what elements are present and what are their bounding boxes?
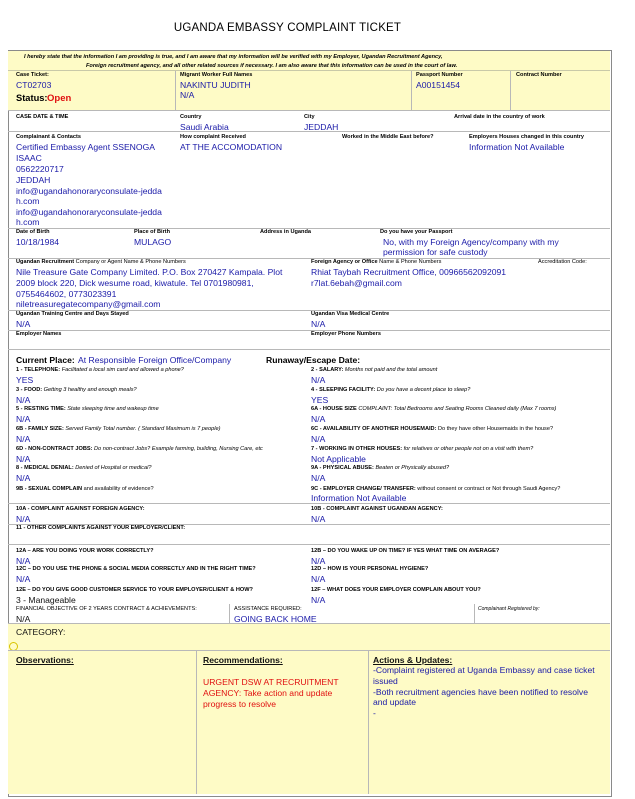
- actions-label: Actions & Updates:: [373, 655, 453, 665]
- question-employer-change-label: [311, 486, 560, 493]
- question-housemaid-label: [311, 426, 553, 433]
- question-other-houses-label: [311, 446, 533, 453]
- question-sexual-label: [16, 486, 154, 493]
- question-house-size-value: N/A: [311, 414, 326, 424]
- question-number: 6C - AVAILABILITY OF ANOTHER HOUSEMAID:: [311, 426, 437, 432]
- foreign-agency-label-bold: Foreign Agency or Office: [311, 259, 378, 265]
- divider: [474, 604, 475, 623]
- recommendation-line: AGENCY: Take action and update: [203, 688, 333, 698]
- question-sleeping-value: YES: [311, 395, 329, 405]
- question-food-label: [16, 387, 137, 394]
- question-12c-label: 12C – DO YOU USE THE PHONE & SOCIAL MEDIA CORRECTLY AND IN THE RIGHT TIME?: [16, 566, 256, 572]
- question-12b-label: 12B – DO YOU WAKE UP ON TIME? IF YES WHAT TIME ON AVERAGE?: [311, 548, 500, 554]
- runaway-date-label: Runaway/Escape Date:: [266, 355, 361, 365]
- question-number: 9B - SEXUAL COMPLAIN: [16, 486, 83, 492]
- complainant-line: 0562220717: [16, 164, 64, 174]
- divider: [510, 71, 511, 110]
- complainant-line: info@ugandahonoraryconsulate-jedda: [16, 207, 162, 217]
- foreign-agency-line: Rhiat Taybah Recruitment Office, 00966562092091: [311, 267, 507, 277]
- pob-label: Place of Birth: [134, 229, 171, 235]
- visa-medical-label: Ugandan Visa Medical Centre: [311, 311, 390, 317]
- contract-label: Contract Number: [516, 72, 562, 78]
- ugandan-agency-line: 2009 block 220, Dick wesume road, kiwatule. Tel 0701980981,: [16, 278, 254, 288]
- worker-name-value: NAKINTU JUDITH: [180, 80, 251, 90]
- arrival-label: Arrival date in the country of work: [454, 114, 545, 120]
- question-number: 8 - MEDICAL DENIAL:: [16, 465, 74, 471]
- divider: [8, 503, 610, 504]
- middle-east-label: Worked in the Middle East before?: [342, 134, 434, 140]
- question-telephone-value: YES: [16, 375, 34, 385]
- question-number: 1 - TELEPHONE:: [16, 367, 61, 373]
- complaint-foreign-agency-label: 10A - COMPLAINT AGAINST FOREIGN AGENCY:: [16, 506, 145, 512]
- case-date-label: CASE DATE & TIME: [16, 114, 69, 120]
- question-number: 6D - NON-CONTRACT JOBS:: [16, 446, 93, 452]
- assistance-required-label: ASSISTANCE REQUIRED:: [234, 606, 302, 612]
- recommendation-line: progress to resolve: [203, 699, 277, 709]
- complainant-line: Certified Embassy Agent SSENOGA: [16, 142, 155, 152]
- question-resting-label: [16, 406, 159, 413]
- question-description: COMPLAINT: Total Bedrooms and Seating Rooms Cleaned daily (Max 7 rooms): [356, 406, 557, 412]
- question-medical-value: N/A: [16, 473, 31, 483]
- question-medical-label: [16, 465, 151, 472]
- complainant-line: h.com: [16, 196, 40, 206]
- question-other-houses-value: Not Applicable: [311, 454, 366, 464]
- question-number: 5 - RESTING TIME:: [16, 406, 66, 412]
- complaint-ugandan-agency-value: N/A: [311, 514, 326, 524]
- question-12f-label: 12F – WHAT DOES YOUR EMPLOYER COMPLAIN ABOUT YOU?: [311, 587, 481, 593]
- question-12a-value: N/A: [16, 556, 31, 566]
- ugandan-agency-label-rest: Company or Agent Name & Phone Numbers: [74, 259, 186, 265]
- question-sleeping-label: [311, 387, 470, 394]
- worker-name-label: Migrant Worker Full Names: [180, 72, 253, 78]
- question-description: Served Family Total number. ( Standard Maximum is 7 people): [63, 426, 221, 432]
- question-housemaid-value: N/A: [311, 434, 326, 444]
- country-label: Country: [180, 114, 202, 120]
- question-description: Months not paid and the total amount: [343, 367, 438, 373]
- dob-label: Date of Birth: [16, 229, 50, 235]
- current-place-label: Current Place:: [16, 355, 75, 365]
- complaint-ugandan-agency-label: 10B - COMPLAINT AGAINST UGANDAN AGENCY:: [311, 506, 443, 512]
- question-employer-change-value: Information Not Available: [311, 493, 407, 503]
- status-label: Status:: [16, 93, 48, 103]
- divider: [368, 651, 369, 794]
- city-value: JEDDAH: [304, 122, 339, 132]
- employers-changed-value: Information Not Available: [469, 142, 565, 152]
- how-received-label: How complaint Received: [180, 134, 246, 140]
- question-food-value: N/A: [16, 395, 31, 405]
- question-description: Do they have other Housemaids in the house?: [436, 426, 554, 432]
- question-family-size-value: N/A: [16, 434, 31, 444]
- visa-medical-value: N/A: [311, 319, 326, 329]
- question-description: Do non-contract Jobs? Example farming, building, Nursing Care, etc: [92, 446, 263, 452]
- question-number: 9A - PHYSICAL ABUSE:: [311, 465, 374, 471]
- city-label: City: [304, 114, 315, 120]
- question-description: without consent or contract or Not through Saudi Agency?: [415, 486, 561, 492]
- question-12e-label: 12E – DO YOU GIVE GOOD CUSTOMER SERVICE TO YOUR EMPLOYER/CLIENT & HOW?: [16, 587, 253, 593]
- passport-question-value-2: permission for safe custody: [383, 247, 488, 257]
- divider: [229, 604, 230, 623]
- complainant-label: Complainant & Contacts: [16, 134, 81, 140]
- employer-phone-label: Employer Phone Numbers: [311, 331, 381, 337]
- action-line: -Both recruitment agencies have been notified to resolve: [373, 687, 588, 697]
- question-number: 2 - SALARY:: [311, 367, 344, 373]
- question-non-contract-value: N/A: [16, 454, 31, 464]
- question-physical-abuse-value: N/A: [311, 473, 326, 483]
- divider: [8, 544, 610, 545]
- question-number: 3 - FOOD:: [16, 387, 43, 393]
- action-line: issued: [373, 676, 398, 686]
- worker-name-value-2: N/A: [180, 90, 195, 100]
- question-12a-label: 12A – ARE YOU DOING YOUR WORK CORRECTLY?: [16, 548, 154, 554]
- question-description: Getting 3 healthy and enough meals?: [42, 387, 137, 393]
- passport-value: A00151454: [416, 80, 460, 90]
- financial-objective-label: FINANCIAL OBJECTIVE OF 2 YEARS CONTRACT & ACHIEVEMENTS:: [16, 606, 197, 612]
- employer-names-label: Employer Names: [16, 331, 62, 337]
- divider: [8, 110, 610, 111]
- question-house-size-label: [311, 406, 556, 413]
- passport-question-label: Do you have your Passport: [380, 229, 453, 235]
- foreign-agency-label: [311, 259, 441, 266]
- financial-objective-value: N/A: [16, 614, 31, 624]
- question-description: Do you have a decent place to sleep?: [375, 387, 471, 393]
- divider: [8, 650, 610, 651]
- complainant-line: info@ugandahonoraryconsulate-jedda: [16, 186, 162, 196]
- question-non-contract-label: [16, 446, 263, 453]
- question-description: Denied of Hospital or medical?: [73, 465, 152, 471]
- ugandan-agency-label-bold: Ugandan Recruitment: [16, 259, 75, 265]
- passport-label: Passport Number: [416, 72, 463, 78]
- question-salary-label: [311, 367, 437, 374]
- current-place-value: At Responsible Foreign Office/Company: [78, 355, 232, 365]
- question-number: 7 - WORKING IN OTHER HOUSES:: [311, 446, 403, 452]
- question-telephone-label: [16, 367, 184, 374]
- question-number: 6B - FAMILY SIZE:: [16, 426, 64, 432]
- how-received-value: AT THE ACCOMODATION: [180, 142, 283, 152]
- page-title: UGANDA EMBASSY COMPLAINT TICKET: [173, 22, 402, 34]
- question-number: 4 - SLEEPING FACILITY:: [311, 387, 376, 393]
- question-12c-value: N/A: [16, 574, 31, 584]
- category-band: [8, 623, 610, 650]
- training-centre-label: Ugandan Training Centre and Days Stayed: [16, 311, 129, 317]
- pob-value: MULAGO: [134, 237, 172, 247]
- foreign-agency-email: r7lat.6ebah@gmail.com: [311, 278, 402, 288]
- complainant-line: h.com: [16, 217, 40, 227]
- employers-changed-label: Employers Houses changed in this country: [469, 134, 585, 140]
- registered-by-label: Complainant Registered by:: [478, 606, 540, 612]
- declaration-line-2: Foreign recruitment agency, and all other related sources if necessary. I am also aware that this information can be used in the court of law.: [86, 63, 458, 69]
- address-label: Address in Uganda: [260, 229, 311, 235]
- question-12b-value: N/A: [311, 556, 326, 566]
- question-description: Beaten or Physically abused?: [373, 465, 450, 471]
- question-description: and availability of evidence?: [82, 486, 154, 492]
- training-centre-value: N/A: [16, 319, 31, 329]
- recommendation-line: URGENT DSW AT RECRUITMENT: [203, 677, 339, 687]
- category-label: CATEGORY:: [16, 627, 66, 637]
- action-line: and update: [373, 697, 417, 707]
- question-12e-value: 3 - Manageable: [16, 595, 76, 605]
- question-resting-value: N/A: [16, 414, 31, 424]
- divider: [8, 623, 610, 624]
- complaint-foreign-agency-value: N/A: [16, 514, 31, 524]
- question-description: for relatives or other people not on a visit with them?: [402, 446, 534, 452]
- divider: [8, 131, 610, 132]
- status-badge: Open: [47, 93, 72, 104]
- passport-question-value: No, with my Foreign Agency/company with my: [383, 237, 559, 247]
- dob-value: 10/18/1984: [16, 237, 60, 247]
- question-description: Facilitated a local sim card and allowed a phone?: [60, 367, 184, 373]
- recommendations-label: Recommendations:: [203, 655, 283, 665]
- ugandan-agency-line: Nile Treasure Gate Company Limited. P.O. Box 270427 Kampala. Plot: [16, 267, 283, 277]
- assistance-required-value: GOING BACK HOME: [234, 614, 317, 624]
- ugandan-agency-line: 0755464602, 0773023391: [16, 289, 117, 299]
- divider: [8, 330, 610, 331]
- question-description: State sleeping time and wakeup time: [65, 406, 159, 412]
- observations-label: Observations:: [16, 655, 74, 665]
- question-number: 9C - EMPLOYER CHANGE/ TRANSFER:: [311, 486, 416, 492]
- case-ticket-value: CT02703: [16, 80, 52, 90]
- question-12d-label: 12D – HOW IS YOUR PERSONAL HYGIENE?: [311, 566, 429, 572]
- question-salary-value: N/A: [311, 375, 326, 385]
- divider: [411, 71, 412, 110]
- foreign-agency-label-rest: Name & Phone Numbers: [377, 259, 442, 265]
- action-line: -: [373, 708, 376, 718]
- other-complaints-label: 11 - OTHER COMPLAINTS AGAINST YOUR EMPLOYER/CLIENT:: [16, 525, 186, 531]
- divider: [175, 71, 176, 110]
- divider: [8, 349, 610, 350]
- ugandan-agency-email: niletreasuregatecompany@gmail.com: [16, 299, 161, 309]
- country-value: Saudi Arabia: [180, 122, 229, 132]
- declaration-line-1: I hereby state that the information I am providing is true, and I am aware that my information will be verified with my Employer, Ugandan Recruitment Agency,: [24, 54, 443, 60]
- question-12f-value: N/A: [311, 595, 326, 605]
- question-number: 6A - HOUSE SIZE: [311, 406, 357, 412]
- action-line: -Complaint registered at Uganda Embassy and case ticket: [373, 665, 595, 675]
- ugandan-agency-label: [16, 259, 186, 266]
- accreditation-label: Accreditation Code:: [538, 259, 587, 265]
- divider: [8, 70, 610, 71]
- case-ticket-label: Case Ticket:: [16, 72, 49, 78]
- complainant-line: ISAAC: [16, 153, 42, 163]
- question-physical-abuse-label: [311, 465, 449, 472]
- complainant-line: JEDDAH: [16, 175, 51, 185]
- question-12d-value: N/A: [311, 574, 326, 584]
- question-family-size-label: [16, 426, 220, 433]
- divider: [196, 651, 197, 794]
